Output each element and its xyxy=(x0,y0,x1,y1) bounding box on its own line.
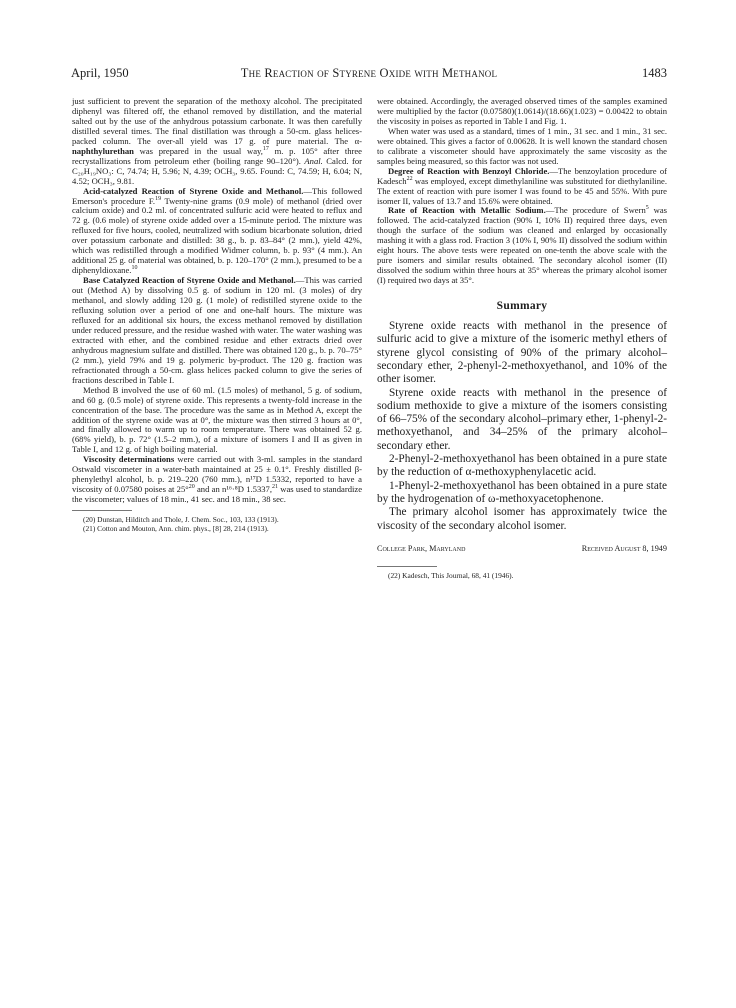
paragraph: were obtained. Accordingly, the averaged observed times of the samples examined were multiplied by the factor (0.07580)(1.0614)/(18.66)(1.023) = 0.00422 to obtain the viscosity in poises as reported in Table I and Fig. 1. xyxy=(377,96,667,126)
footnote-divider xyxy=(377,566,437,567)
page-number: 1483 xyxy=(642,66,667,80)
header-title: The Reaction of Styrene Oxide with Methanol xyxy=(240,66,498,80)
summary-paragraph: Styrene oxide reacts with methanol in the presence of sulfuric acid to give a mixture of the isomeric methyl ethers of styrene glycol consisting of 90% of the primary alcohol–secondary ether, 2-phenyl-2-methoxyethanol, and 10% of the other isomer. xyxy=(377,320,667,386)
paragraph: Viscosity determinations were carried out with 3-ml. samples in the standard Ostwald viscometer in a water-bath maintained at 25 ± 0.1°. Freshly distilled β-phenylethyl alcohol, b. p. 219–220 (760 mm.), n¹⁷D 1.5332, reported to have a viscosity of 0.07580 poises at 25°$^{20}$ and an n¹⁶·⁸D 1.5337,21 was used to standardize the viscometer; values of 18 min., 41 sec. and 18 min., 38 sec. xyxy=(72,454,363,505)
paragraph: just sufficient to prevent the separation of the methoxy alcohol. The precipitated diphenyl was filtered off, the ethanol removed by distillation, and the material salted out by the use of the anhydrous potassium carbonate. It was then carefully distilled several times. The final distillation was through a 50-cm. glass helices-packed column. The over-all yield was 17 g. of pure material. The α-naphthylurethan was prepared in the usual way,$^{17}$ m. p. 105° after three recrystallizations from petroleum ether (boiling range 90–120°). Anal. Calcd. for C₂₀H₁₉NO₃: C, 74.74; H, 5.96; N, 4.39; OCH₃, 9.65. Found: C, 74.59; H, 6.04; N, 4.52; OCH₃, 9.81. xyxy=(72,96,362,186)
summary-paragraph: 2-Phenyl-2-methoxyethanol has been obtained in a pure state by the reduction of α-methoxyphenylacetic acid. xyxy=(377,453,667,479)
affiliation-line xyxy=(377,544,667,554)
summary-paragraph: 1-Phenyl-2-methoxyethanol has been obtained in a pure state by the hydrogenation of ω-methoxyacetophenone. xyxy=(377,479,667,505)
footnote: (20) Dunstan, Hilditch and Thole, J. Chem. Soc., 103, 133 (1913). xyxy=(83,515,279,525)
running-header xyxy=(71,66,667,82)
summary-paragraph: The primary alcohol isomer has approximately twice the viscosity of the secondary alcohol isomer. xyxy=(377,506,667,532)
summary xyxy=(377,320,667,533)
left-column xyxy=(72,97,362,533)
paragraph: Base Catalyzed Reaction of Styrene Oxide and Methanol.—This was carried out (Method A) by dissolving 0.5 g. of sodium in 120 ml. (3 moles) of dry methanol, and slowly adding 120 g. (1 mole) of redistilled styrene oxide to the refluxing solution over a period of one and one-half hours. The mixture was refluxed for an additional six hours, the excess methanol removed by distillation under reduced pressure, and the residue washed with water. The water washing was extracted with ether, and the combined residue and ether extracts dried over anhydrous magnesium sulfate and distilled. There was obtained 120 g., b. p. 70–75° (2 mm.), yield 79% and 19 g. polymeric by-product. The 120 g. fraction was refractionated through a 50-cm. glass helices packed column to give the series of fractions described in Table I. xyxy=(72,275,362,385)
footnote: (21) Cotton and Mouton, Ann. chim. phys., [8] 28, 214 (1913). xyxy=(83,524,269,534)
paragraph: Rate of Reaction with Metallic Sodium.—The procedure of Swern$^5$ was followed. The acid-catalyzed fraction (90% I, 10% II) required three days, even though the surface of the sodium was cleaned and enlarged by occasionally mashing it with a glass rod. Fraction 3 (10% I, 90% II) dissolved the sodium within eight hours. The above tests were repeated on one-tenth the above scale with the pure isomers and similar results obtained. The secondary alcohol isomer (II) dissolved the sodium within three hours at 35° whereas the primary alcohol isomer (I) required two days at 35°. xyxy=(377,205,668,286)
received-date: Received August 8, 1949 xyxy=(581,543,667,553)
paragraph: Degree of Reaction with Benzoyl Chloride.—The benzoylation procedure of Kadesch$^{22}$ was employed, except dimethylaniline was substituted for diethylaniline. The extent of reaction with pure isomer I was found to be 45 and 55%. With pure isomer II, values of 13.7 and 15.6% were obtained. xyxy=(377,165,667,206)
right-column xyxy=(377,97,667,580)
summary-heading: Summary xyxy=(496,300,548,313)
paragraph: Method B involved the use of 60 ml. (1.5 moles) of methanol, 5 g. of sodium, and 60 g. (0.5 mole) of styrene oxide. This represents a twenty-fold increase in the concentration of the base. The procedure was the same as in Method A, except the addition of the styrene oxide was at 0°, the mixture was then stirred 3 hours at 0°, and finally allowed to warm up to room temperature. There was obtained 52 g. (68% yield), b. p. 72° (1.5–2 mm.), of a mixture of isomers I and II as given in Table I, and 12 g. of high boiling material. xyxy=(72,384,362,455)
affiliation-place: College Park, Maryland xyxy=(377,543,466,553)
paragraph: Acid-catalyzed Reaction of Styrene Oxide and Methanol.—This followed Emerson's procedure F.$^{19}$ Twenty-nine grams (0.9 mole) of methanol (dried over calcium oxide) and 0.2 ml. of concentrated sulfuric acid were heated to reflux and 72 g. (0.6 mole) of styrene oxide added over a 15-minute period. The mixture was refluxed for five hours, cooled, neutralized with sodium bicarbonate solution, dried over potassium carbonate and distilled: 38 g., b. p. 83–84° (2 mm.), yield 42%, which was redistilled through a modified Widmer column, b. p. 93° (4 mm.). An additional 25 g. of material was obtained, b. p. 120–170° (2 mm.), presumed to be a diphenyldioxane.$^{10}$ xyxy=(72,185,363,276)
summary-paragraph: Styrene oxide reacts with methanol in the presence of sodium methoxide to give a mixture of the isomers consisting of 66–75% of the secondary alcohol–primary ether, 1-phenyl-2-methoxyethanol, and 34–25% of the primary alcohol–secondary ether. xyxy=(377,386,667,452)
footnote-divider xyxy=(72,510,132,511)
paragraph: When water was used as a standard, times of 1 min., 31 sec. and 1 min., 31 sec. were obtained. This gives a factor of 0.00628. It is well known the standard chosen to calibrate a viscometer should have approximately the same viscosity as the samples being measured, so this factor was not used. xyxy=(377,125,667,166)
header-date: April, 1950 xyxy=(71,66,129,80)
footnote: (22) Kadesch, This Journal, 68, 41 (1946). xyxy=(388,570,514,580)
